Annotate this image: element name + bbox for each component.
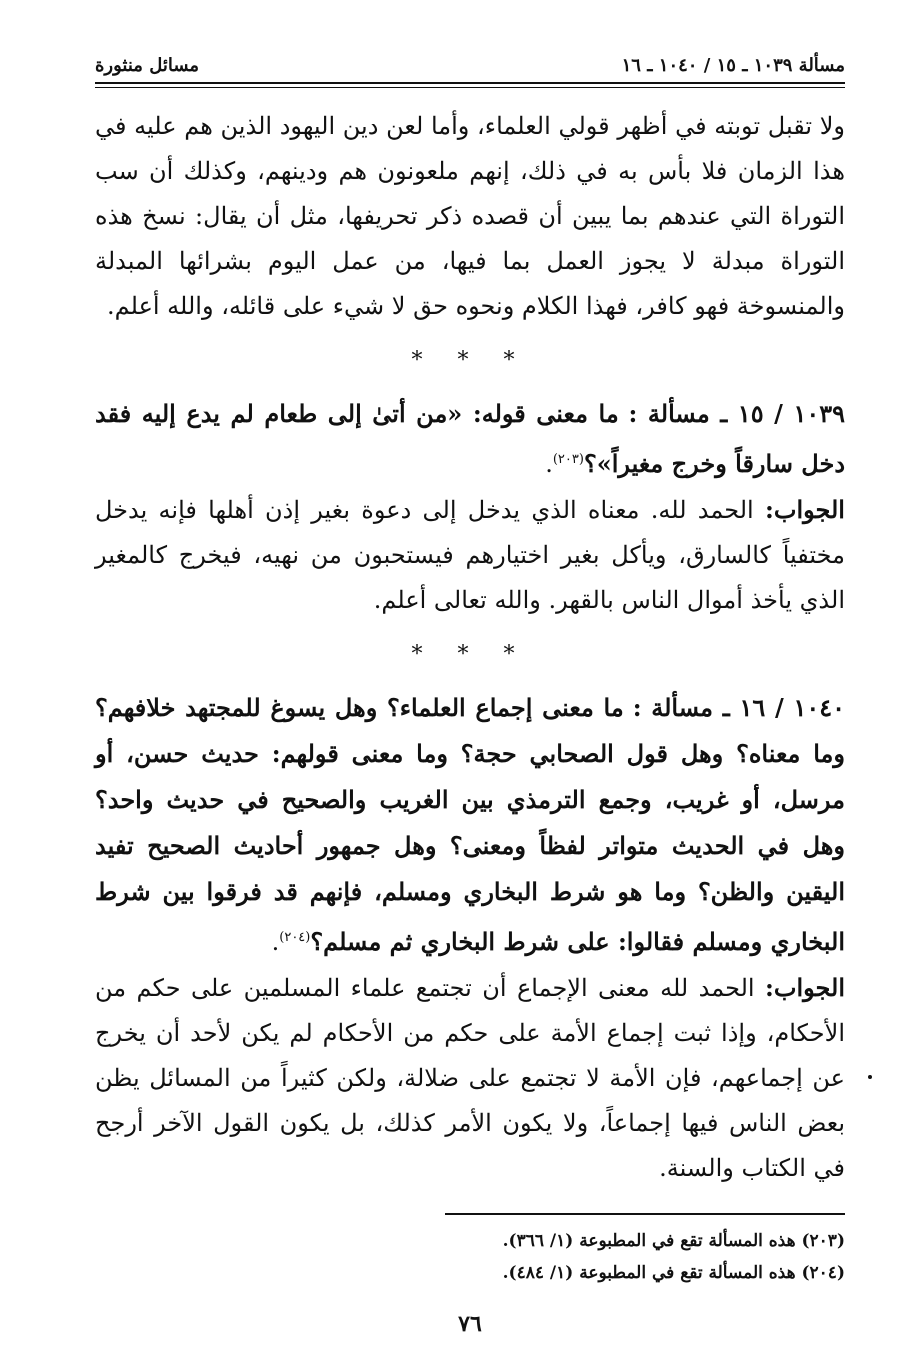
question-1039-text: ما معنى قوله: «من أتىٰ إلى طعام لم يدع إليه فقد دخل سارقاً وخرج مغيراً»؟ [95, 399, 845, 478]
section-separator: * * * [411, 348, 529, 373]
answer-1040 [95, 965, 845, 1191]
scan-speck [868, 1075, 872, 1079]
footnote-rule [445, 1213, 845, 1215]
footnote-ref-203: (٢٠٣) [552, 452, 584, 467]
footnote-204: (٢٠٤) هذه المسألة تقع في المطبوعة (١/ ٤٨٤). [502, 1263, 845, 1283]
question-1039-number: ١٠٣٩ / ١٥ ـ مسألة : [628, 399, 845, 428]
question-1040: ١٠٤٠ / ١٦ ـ مسألة : ما معنى إجماع العلماء؟ وهل يسوغ للمجتهد خلافهم؟ وما معناه؟ وهل قول الصحابي حجة؟ وما معنى قولهم: حديث حسن، أو مرسل، أو غريب، وجمع الترمذي بين الغريب والصحيح في حديث واحد؟ وهل في الحديث متواتر لفظاً ومعنى؟ وهل جمهور أحاديث الصحيح تفيد اليقين والظن؟ وما هو شرط البخاري ومسلم، فإنهم قد فرقوا بين شرط البخاري ومسلم فقالوا: على شرط البخاري ثم مسلم؟$^{(٢٠٤)}$. [95, 693, 845, 956]
answer-1040-text: الحمد لله معنى الإجماع أن تجتمع علماء المسلمين على حكم من الأحكام، وإذا ثبت إجماع الأمة على حكم من الأحكام لم يكن لأحد أن يخرج عن إجماعهم، فإن الأمة لا تجتمع على ضلالة، ولكن كثيراً من المسائل يظن بعض الناس فيها إجماعاً، ولا يكون الأمر كذلك، بل يكون القول الآخر أرجح في الكتاب والسنة. [95, 974, 845, 1182]
running-header-title: مسألة ١٠٣٩ ـ ١٥ / ١٠٤٠ ـ ١٦ [621, 55, 845, 76]
answer-1040-lead: الجواب: [765, 973, 845, 1002]
answer-1039-text: الحمد لله. معناه الذي يدخل إلى دعوة بغير إذن أهلها فإنه يدخل مختفياً كالسارق، ويأكل بغير اختيارهم فيستحبون من نهيه، فيخرج كالمغير الذي يأخذ أموال الناس بالقهر. والله تعالى أعلم. [95, 496, 845, 614]
answer-1039-lead: الجواب: [764, 495, 845, 524]
footnote-ref-204: (٢٠٤) [279, 930, 311, 945]
running-header [95, 40, 845, 82]
page-number: ٧٦ [458, 1311, 482, 1337]
page [95, 40, 845, 1337]
header-rule [95, 82, 845, 88]
paragraph-continued: ولا تقبل توبته في أظهر قولي العلماء، وأما لعن دين اليهود الذين هم عليه في هذا الزمان فلا بأس به في ذلك، إنهم ملعونون هم ودينهم، وكذلك أن سب التوراة التي عندهم بما يبين أن قصده ذكر تحريفها، مثل أن يقال: نسخ هذه التوراة مبدلة لا يجوز العمل بما فيها، من عمل اليوم بشرائها المبدلة والمنسوخة فهو كافر، فهذا الكلام ونحوه حق لا شيء على قائله، والله أعلم. [95, 112, 846, 320]
question-1040-number: ١٠٤٠ / ١٦ ـ مسألة : [632, 693, 845, 722]
question-1039: ١٠٣٩ / ١٥ ـ مسألة : ما معنى قوله: «من أتىٰ إلى طعام لم يدع إليه فقد دخل سارقاً وخرج مغيراً»؟$^{(٢٠٣)}$. [95, 399, 845, 478]
answer-1039 [95, 487, 845, 623]
footnote-203: (٢٠٣) هذه المسألة تقع في المطبوعة (١/ ٣٦٦). [502, 1231, 845, 1251]
running-header-book: مسائل منثورة [95, 55, 200, 76]
section-separator-2: * * * [411, 642, 529, 667]
question-1040-text: ما معنى إجماع العلماء؟ وهل يسوغ للمجتهد خلافهم؟ وما معناه؟ وهل قول الصحابي حجة؟ وما معنى قولهم: حديث حسن، أو مرسل، أو غريب، وجمع الترمذي بين الغريب والصحيح في حديث واحد؟ وهل في الحديث متواتر لفظاً ومعنى؟ وهل جمهور أحاديث الصحيح تفيد اليقين والظن؟ وما هو شرط البخاري ومسلم، فإنهم قد فرقوا بين شرط البخاري ومسلم فقالوا: على شرط البخاري ثم مسلم؟ [95, 693, 845, 956]
